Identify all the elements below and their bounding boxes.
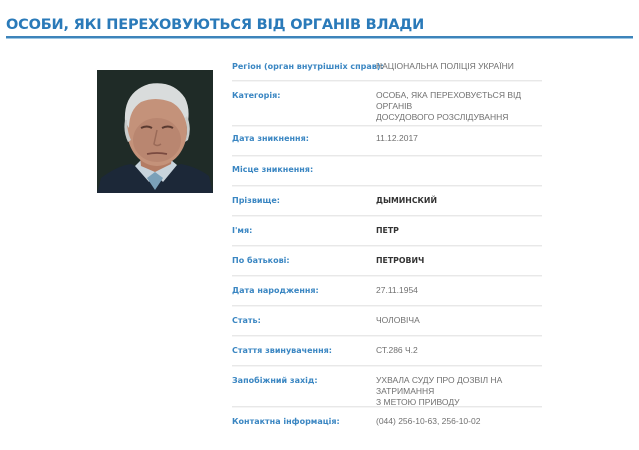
detail-label: Категорія: xyxy=(232,91,281,100)
portrait-image xyxy=(97,70,213,193)
detail-row-first-name xyxy=(232,216,542,246)
detail-label: Стаття звинувачення: xyxy=(232,346,332,355)
detail-label: Прізвище: xyxy=(232,196,280,205)
detail-row-charge-article xyxy=(232,336,542,366)
detail-row-sex xyxy=(232,306,542,336)
detail-value xyxy=(376,58,542,72)
detail-value: ПЕТР xyxy=(376,226,399,235)
detail-row-preventive-measure xyxy=(232,366,542,407)
detail-value-line: ОСОБА, ЯКА ПЕРЕХОВУЄТЬСЯ ВІД ОРГАНІВ xyxy=(376,90,522,111)
detail-row-patronymic xyxy=(232,246,542,276)
detail-row-region xyxy=(232,58,542,81)
detail-value: (044) 256-10-63, 256-10-02 xyxy=(376,416,481,426)
detail-label: Стать: xyxy=(232,316,261,325)
detail-row-category xyxy=(232,81,542,126)
detail-row-disappearance-date xyxy=(232,126,542,156)
detail-value xyxy=(376,87,542,123)
detail-label: І'мя: xyxy=(232,226,253,235)
detail-value-line: ДОСУДОВОГО РОЗСЛІДУВАННЯ xyxy=(376,112,509,122)
detail-row-disappearance-place xyxy=(232,156,542,186)
detail-value: 11.12.2017 xyxy=(376,133,418,143)
person-details xyxy=(232,58,542,436)
detail-label: Регіон (орган внутрішніх справ): xyxy=(232,62,384,71)
page-title: ОСОБИ, ЯКІ ПЕРЕХОВУЮТЬСЯ ВІД ОРГАНІВ ВЛАДИ xyxy=(6,17,425,33)
title-underline xyxy=(6,36,633,39)
detail-value xyxy=(376,156,542,164)
detail-label: Запобіжний захід: xyxy=(232,376,318,385)
detail-value: 27.11.1954 xyxy=(376,285,418,295)
detail-label: Дата народження: xyxy=(232,286,319,295)
detail-row-birth-date xyxy=(232,276,542,306)
detail-row-surname xyxy=(232,186,542,216)
detail-label: Дата зникнення: xyxy=(232,134,309,143)
detail-value: ПЕТРОВИЧ xyxy=(376,256,425,265)
detail-label: Місце зникнення: xyxy=(232,165,314,174)
detail-value-line: З МЕТОЮ ПРИВОДУ xyxy=(376,397,460,407)
detail-value-line: УХВАЛА СУДУ ПРО ДОЗВІЛ НА ЗАТРИМАННЯ xyxy=(376,375,503,396)
detail-value-text: НАЦІОНАЛЬНА ПОЛІЦІЯ УКРАЇНИ xyxy=(376,61,514,71)
detail-row-contact-info xyxy=(232,407,542,436)
detail-value xyxy=(376,366,542,408)
detail-value: ЧОЛОВІЧА xyxy=(376,315,420,325)
detail-value: ДЫМИНСКИЙ xyxy=(376,196,437,205)
detail-label: По батькові: xyxy=(232,256,290,265)
detail-value: СТ.286 Ч.2 xyxy=(376,345,418,355)
detail-label: Контактна інформація: xyxy=(232,417,340,426)
person-photo xyxy=(97,70,213,193)
